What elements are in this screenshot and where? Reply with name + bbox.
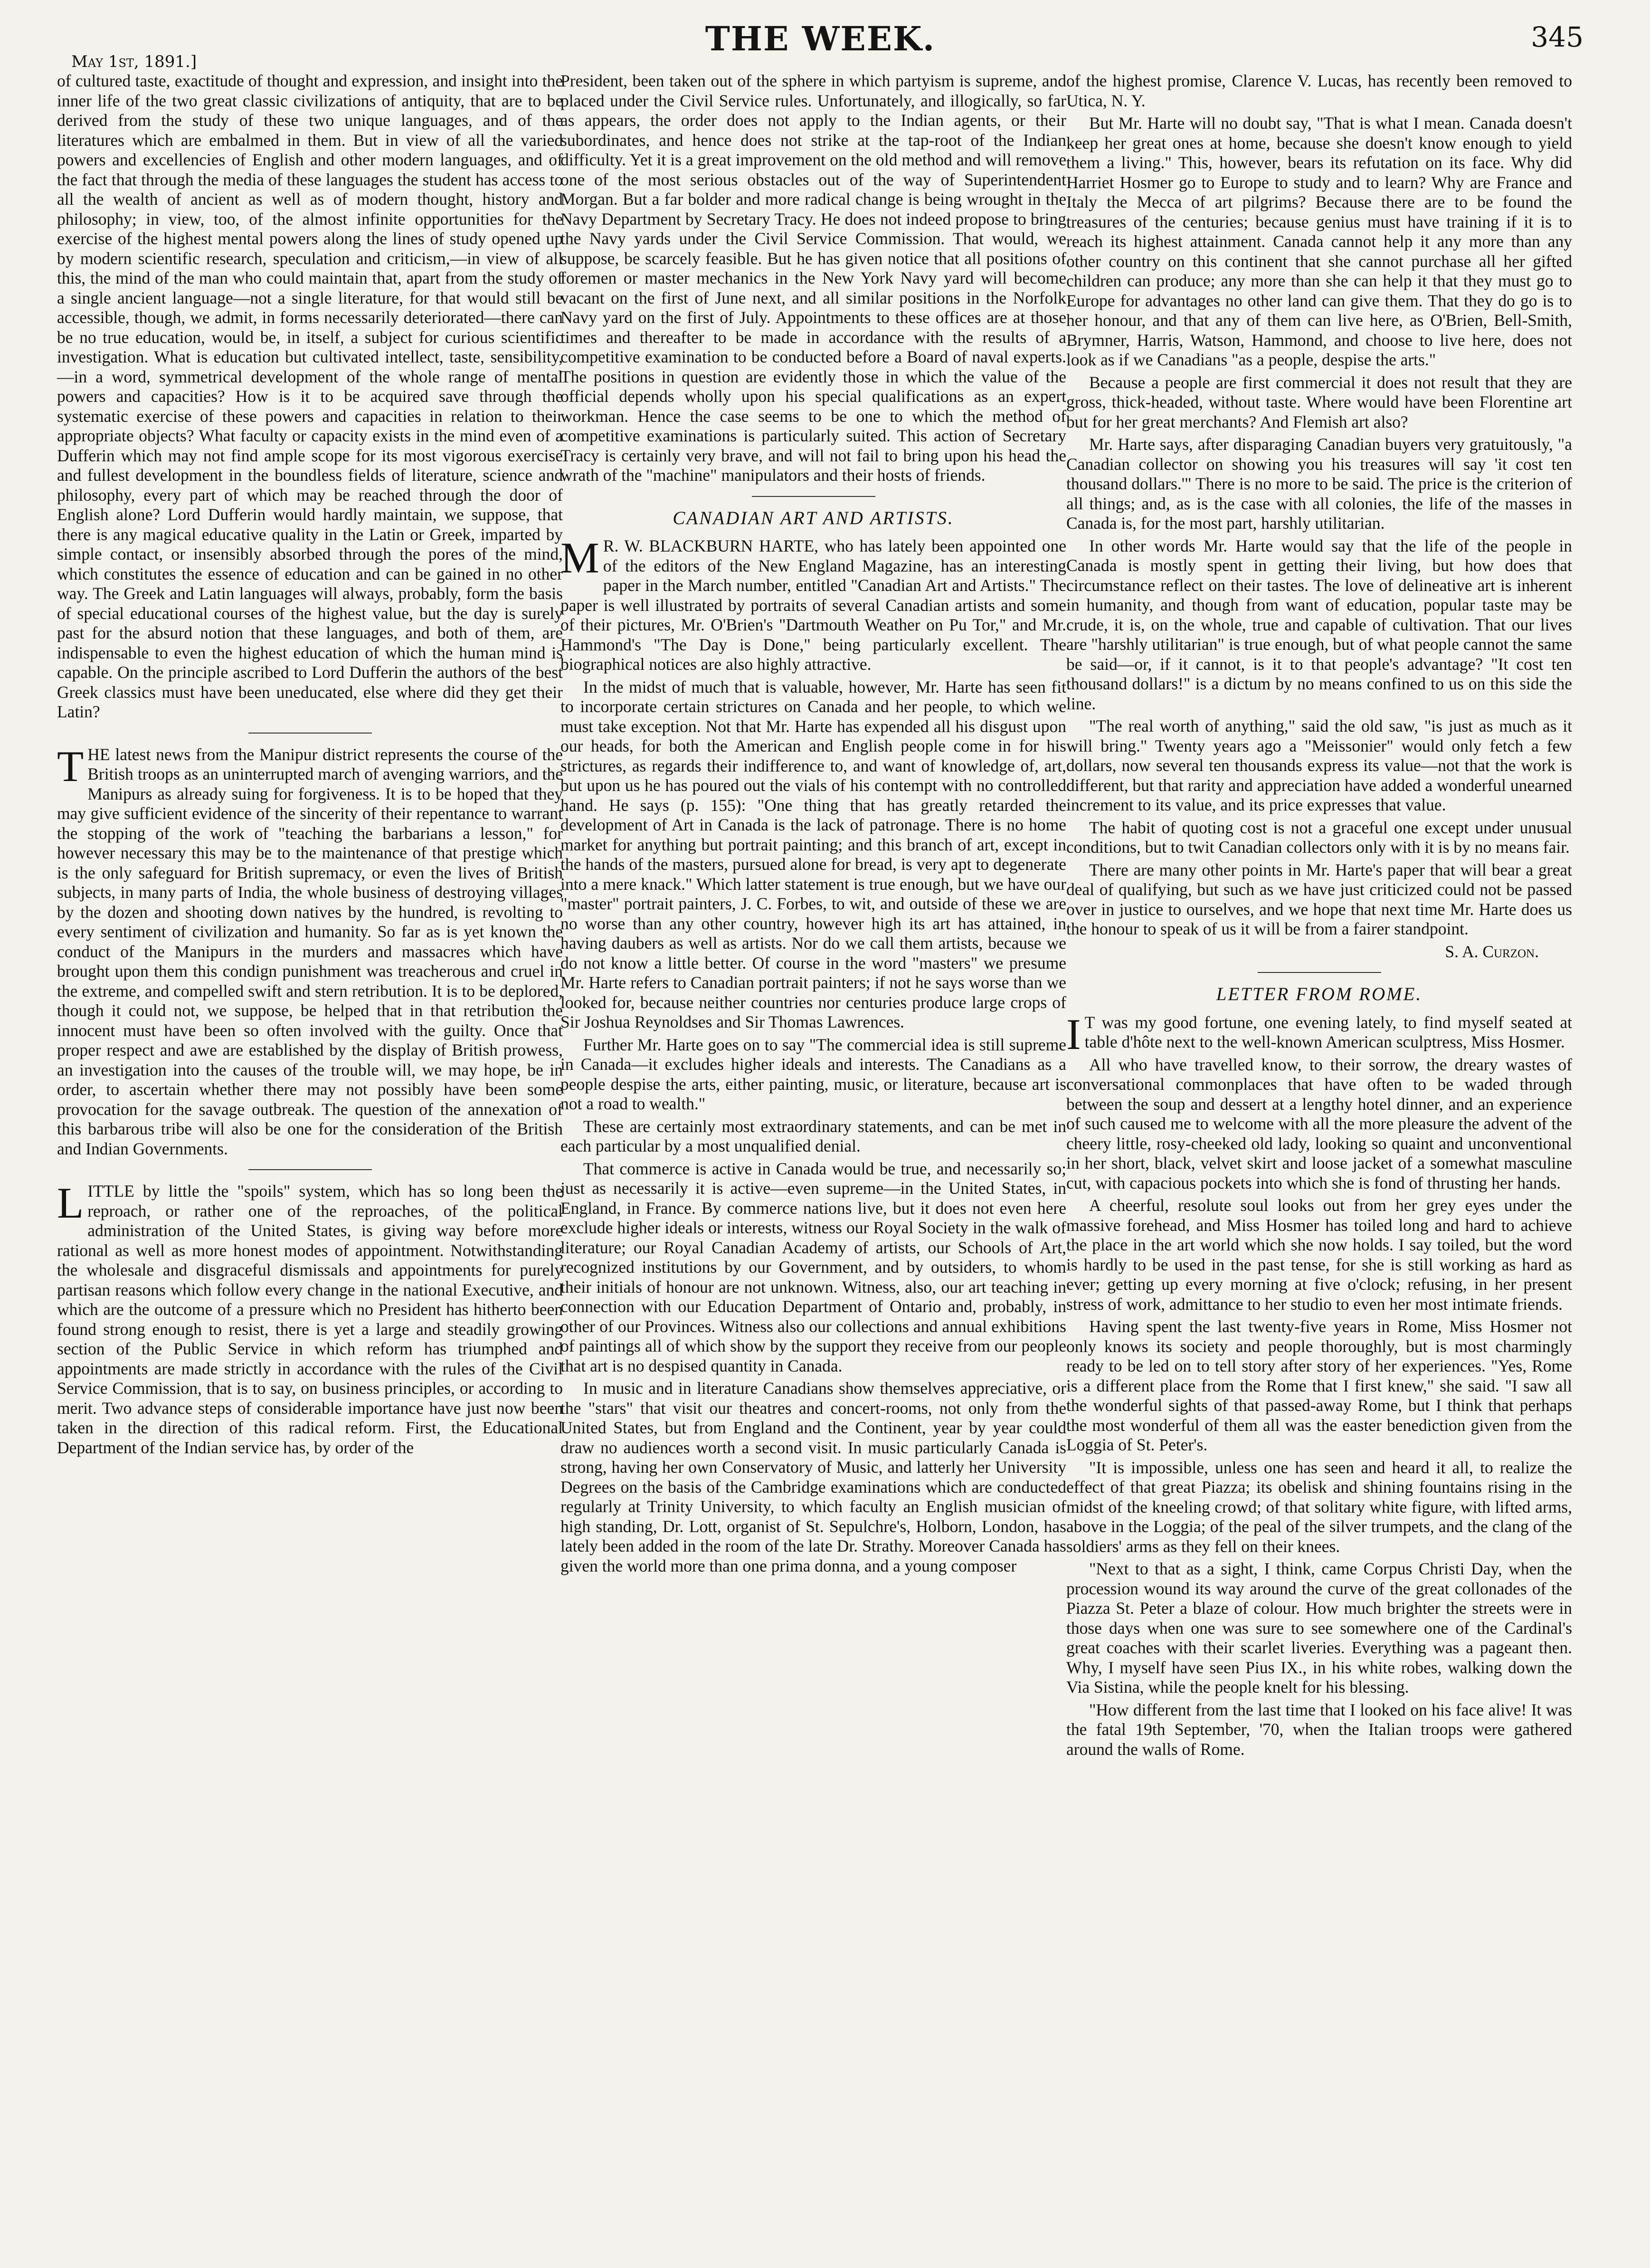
article-paragraph: "How different from the last time that I looked on his face alive! It was the fatal 19th September, '70, when the Italian troops were gathered around the walls of Rome. [1066, 1700, 1572, 1759]
column-middle [560, 71, 1066, 1579]
article-paragraph [1066, 1010, 1572, 1058]
article-paragraph: "The real worth of anything," said the old saw, "is just as much as it will bring." Twenty years ago a "Meissonier" would only fetch a few dollars, now several ten thousands express its value—not that the work is different, but that rarity and appreciation have added a wonderful unearned increment to its value, and its price expresses that value. [1066, 716, 1572, 814]
article-paragraph: All who have travelled know, to their sorrow, the dreary wastes of conversational commonplaces that have often to be waded through between the soup and dessert at a lengthy hotel dinner, and an experience of such caused me to welcome with all the more pleasure the advent of the cheery little, rosy-cheeked old lady, looking so quaint and unconventional in her short, black, velvet skirt and loose jacket of a somewhat masculine cut, with capacious pockets into which she is fond of thrusting her hands. [1066, 1055, 1572, 1192]
article-paragraph: of cultured taste, exactitude of thought and expression, and insight into the inner life of the two great classic civilizations of antiquity, that are to be derived from the study of these two unique languages, and of the literatures which are embalmed in them. But in view of all the varied powers and excellencies of English and other modern languages, and of the fact that through the media of these languages the student has access to all the wealth of ancient as well as of modern thought, history and philosophy; in view, too, of the almost infinite opportunities for the exercise of the highest mental powers along the lines of study opened up by modern scientific research, speculation and criticism,—in view of all this, the mind of the man who could maintain that, apart from the study of a single ancient language—not a single literature, for that would still be accessible, though, we admit, in forms necessarily deteriorated—there can be no true education, would be, in itself, a subject for curious scientific investigation. What is education but cultivated intellect, taste, sensibility,—in a word, symmetrical development of the whole range of mental powers and capacities? How is it to be acquired save through the systematic exercise of these powers and capacities in relation to their appropriate objects? What faculty or capacity exists in the mind even of a Dufferin which may not find ample scope for its most vigorous exercise and fullest development in the boundless fields of literature, science and philosophy, every part of which may be reached through the door of English alone? Lord Dufferin would hardly maintain, we suppose, that there is any magical educative quality in the Latin or Greek, imparted by simple contact, or insensibly absorbed through the pores of the mind, which constitutes the essence of education and can be gained in no other way. The Greek and Latin languages will always, probably, form the basis of special educational courses of the highest value, but the day is surely past for the absurd notion that these languages, and both of them, are indispensable to even the highest education of which the human mind is capable. On the principle ascribed to Lord Dufferin the authors of the best Greek classics must have been uneducated, else where did they get their Latin? [57, 71, 563, 721]
article-paragraph: "It is impossible, unless one has seen and heard it all, to realize the effect of that great Piazza; its obelisk and shining fountains rising in the midst of the kneeling crowd; of that solitary white figure, with lifted arms, above in the Loggia; of the peal of the silver trumpets, and the clang of the soldiers' arms as they fell on their knees. [1066, 1458, 1572, 1556]
article-paragraph: President, been taken out of the sphere in which partyism is supreme, and placed under the Civil Service rules. Unfortunately, and illogically, so far as appears, the order does not apply to the Indian agents, or their subordinates, and hence does not strike at the tap-root of the Indian difficulty. Yet it is a great improvement on the old method and will remove one of the most serious obstacles out of the way of Superintendent Morgan. But a far bolder and more radical change is being wrought in the Navy Department by Secretary Tracy. He does not indeed propose to bring the Navy yards under the Civil Service Commission. That would, we suppose, be scarcely feasible. But he has given notice that all positions of foremen or master mechanics in the New York Navy yard will become vacant on the first of June next, and all similar positions in the Norfolk Navy yard on the first of July. Appointments to these offices are at those times and thereafter to be made in accordance with the results of a competitive examination to be conducted before a Board of naval experts. The positions in question are evidently those in which the value of the official depends wholly upon his special qualifications as an expert workman. Hence the case seems to be one to which the method of competitive examinations is particularly suited. This action of Secretary Tracy is certainly very brave, and will not fail to bring upon his head the wrath of the "machine" manipulators and their hosts of friends. [560, 71, 1066, 485]
article-paragraph: That commerce is active in Canada would be true, and necessarily so; just as necessarily it is active—even supreme—in the United States, in England, in France. By commerce nations live, but it does not even here exclude higher ideals or interests, witness our Royal Society in the walk of literature; our Royal Canadian Academy of artists, our Schools of Art, recognized institutions by our Government, and by outsiders, to whom their initials of honour are not unknown. Witness, also, our art teaching in connection with our Education Department of Ontario and, probably, in other of our Provinces. Witness also our collections and annual exhibitions of paintings all of which show by the support they receive from our people that art is no despised quantity in Canada. [560, 1159, 1066, 1375]
section-divider [752, 496, 875, 497]
drop-cap: T [57, 742, 84, 791]
article-paragraph: These are certainly most extraordinary statements, and can be met in each particular by a most unqualified denial. [560, 1116, 1066, 1155]
section-divider [248, 733, 372, 734]
paragraph-text: T was my good fortune, one evening lately, to find myself seated at table d'hôte next to the well-known American sculptress, Miss Hosmer. [1084, 1012, 1572, 1051]
article-paragraph: Because a people are first commercial it does not result that they are gross, thick-headed, without taste. Where would have been Florentine art but for her great merchants? And Flemish art also? [1066, 372, 1572, 431]
article-paragraph: But Mr. Harte will no doubt say, "That is what I mean. Canada doesn't keep her great ones at home, because she doesn't know enough to yield them a living." This, however, bears its refutation on its face. Why did Harriet Hosmer go to Europe to study and to learn? Why are France and Italy the Mecca of art pilgrims? Because there are to be found the treasures of the centuries; because genius must have training if it is to reach its highest attainment. Canada cannot help it any more than any other country on this continent that she cannot purchase all her gifted children can produce; any more than she can help it that they must go to Europe for advantages no other land can give them. That they do go is to her honour, and that any of them can live here, as O'Brien, Bell-Smith, Brymner, Harris, Watson, Hammond, and choose to live here, does not look as if we Canadians "as a people, despise the arts." [1066, 114, 1572, 369]
article-paragraph: In music and in literature Canadians show themselves appreciative, or the "stars" that visit our theatres and concert-rooms, not only from the United States, but from England and the Continent, year by year could draw no audiences worth a second visit. In music particularly Canada is strong, having her own Conservatory of Music, and latterly her University Degrees on the basis of the Cambridge examinations which are conducted regularly at Trinity University, to which faculty an English musician of high standing, Dr. Lott, organist of St. Sepulchre's, Holborn, London, has lately been added in the room of the late Dr. Strathy. Moreover Canada has given the world more than one prima donna, and a young composer [560, 1379, 1066, 1575]
article-paragraph: The habit of quoting cost is not a graceful one except under unusual conditions, but to twit Canadian collectors only with it is by no means fair. [1066, 818, 1572, 857]
article-paragraph: of the highest promise, Clarence V. Lucas, has recently been removed to Utica, N. Y. [1066, 71, 1572, 110]
section-title: LETTER FROM ROME. [1216, 984, 1422, 1004]
section-divider [1258, 972, 1381, 973]
drop-cap: I [1066, 1010, 1081, 1058]
page-header [57, 14, 1584, 71]
paragraph-text: HE latest news from the Manipur district represents the course of the British troops as an uninterrupted march of avenging warriors, and the Manipurs as already suing for forgiveness. It is to be hoped that they may give sufficient evidence of the sincerity of their repentance to warrant the stopping of the work of "teaching the barbarians a lesson," for however necessary this may be to the maintenance of that prestige which is the only safeguard for British supremacy, or even the lives of British subjects, in many parts of India, the whole business of destroying villages by the dozen and shooting down natives by the hundred, is revolting to every sentiment of civilization and humanity. So far as is yet known the conduct of the Manipurs in the murders and massacres which have brought upon them this condign punishment was treacherous and cruel in the extreme, and compelled swift and stern retribution. It is to be deplored, though it could not, we suppose, be helped that in that retribution the innocent must have been so often involved with the guilty. Once that proper respect and awe are established by the display of British prowess, an investigation into the causes of the trouble will, we may hope, be in order, to ascertain whether there may not possibly have been some provocation for the savage outbreak. The question of the annexation of this barbarous tribe will also be one for the consideration of the British and Indian Governments. [57, 744, 563, 1158]
article-paragraph: Further Mr. Harte goes on to say "The commercial idea is still supreme in Canada—it excludes higher ideals and interests. The Canadians as a people despise the arts, either painting, music, or literature, because art is not a road to wealth." [560, 1035, 1066, 1113]
article-paragraph: In other words Mr. Harte would say that the life of the people in Canada is mostly spent in getting their living, but how does that circumstance reflect on their tastes. The love of delineative art is inherent in humanity, and though from want of education, popular taste may be crude, it is, on the whole, true and capable of cultivation. That our lives are "harshly utilitarian" is true enough, but of what people cannot the same be said—or, if it cannot, is it to that people's advantage? "It cost ten thousand dollars!" is a dictum by no means confined to us on this side the line. [1066, 536, 1572, 713]
article-paragraph [57, 742, 563, 1159]
column-right [1066, 71, 1572, 1762]
article-paragraph: Mr. Harte says, after disparaging Canadian buyers very gratuitously, "a Canadian collector on showing you his treasures will say 'it cost ten thousand dollars.'" There is no more to be said. The price is the criterion of all things; and, as is the case with all colonies, the life of the masses in Canada is, for the most part, harshly utilitarian. [1066, 435, 1572, 533]
article-paragraph: A cheerful, resolute soul looks out from her grey eyes under the massive forehead, and Miss Hosmer has toiled long and hard to achieve the place in the art world which she now holds. I say toiled, but the word is hardly to be used in the past tense, for she is still working as hard as ever; getting up every morning at five o'clock; refusing, in her present stress of work, admittance to her studio to even her most intimate friends. [1066, 1196, 1572, 1314]
article-paragraph [57, 1179, 563, 1458]
issue-date: May 1st, 1891.] [71, 52, 197, 71]
article-paragraph: In the midst of much that is valuable, however, Mr. Harte has seen fit to incorporate certain strictures on Canada and her people, to which we must take exception. Not that Mr. Harte has expended all his disgust upon our heads, for both the American and English people come in for his strictures, as regards their indifference to, and want of knowledge of, art, but upon us he has poured out the vials of his contempt with no controlled hand. He says (p. 155): "One thing that has greatly retarded the development of Art in Canada is the lack of patronage. There is no home market for anything but portrait painting; and this branch of art, except in the hands of the masters, pursued alone for bread, is very apt to degenerate into a mere knack." Which latter statement is true enough, but we have our "master" portrait painters, J. C. Forbes, to wit, and outside of these we are no worse than any other country, however high its art has attained, in having daubers as well as artists. Nor do we call them artists, because we do not know a little better. Of course in the word "masters" we presume Mr. Harte refers to Canadian portrait painters; if not he says worse than we looked for, because neither countries nor centuries produce large crops of Sir Joshua Reynoldses and Sir Thomas Lawrences. [560, 677, 1066, 1031]
paragraph-text: R. W. BLACKBURN HARTE, who has lately been appointed one of the editors of the New England Magazine, has an interesting paper in the March number, entitled "Canadian Art and Artists." The paper is well illustrated by portraits of several Canadian artists and some of their pictures, Mr. O'Brien's "Dartmouth Weather on Pu Tor," and Mr. Hammond's "The Day is Done," being particularly excellent. The biographical notices are also highly attractive. [560, 536, 1066, 674]
section-divider [248, 1169, 372, 1170]
column-left [57, 71, 563, 1460]
drop-cap: M [560, 534, 599, 582]
section-title: CANADIAN ART AND ARTISTS. [673, 507, 954, 528]
page-number: 345 [1531, 21, 1584, 53]
article-paragraph: There are many other points in Mr. Harte's paper that will bear a great deal of qualifying, but such as we have just criticized could not be passed over in justice to ourselves, and we hope that next time Mr. Harte does us the honour to speak of us it will be from a fairer standpoint. [1066, 860, 1572, 938]
article-paragraph: Having spent the last twenty-five years in Rome, Miss Hosmer not only knows its society and people thoroughly, but is most charmingly ready to be led on to tell story after story of her experiences. "Yes, Rome is a different place from the Rome that I first knew," she said. "I saw all the wonderful sights of that passed-away Rome, but I think that perhaps the most wonderful of them all was the easter benediction given from the Loggia of St. Peter's. [1066, 1317, 1572, 1454]
masthead-title: THE WEEK. [705, 19, 936, 58]
article-paragraph: "Next to that as a sight, I think, came Corpus Christi Day, when the procession wound its way around the curve of the great collonades of the Piazza St. Peter a blaze of colour. How much brighter the streets were in those days when one was sure to see somewhere one of the Cardinal's great coaches with their scarlet liveries. Everything was a pageant then. Why, I myself have seen Pius IX., in his white robes, walking down the Via Sistina, while the people knelt for his blessing. [1066, 1559, 1572, 1696]
author-signature: S. A. Curzon. [1445, 942, 1539, 961]
drop-cap: L [57, 1179, 84, 1227]
paragraph-text: ITTLE by little the "spoils" system, which has so long been the reproach, or rather one of the reproaches, of the political administration of the United States, is giving way before more rational as well as more honest modes of appointment. Notwithstanding the wholesale and disgraceful dismissals and appointments for purely partisan reasons which follow every change in the national Executive, and which are the outcome of a pressure which no President has hitherto been found strong enough to resist, there is yet a large and steadily growing section of the Public Service in which reform has triumphed and appointments are made strictly in accordance with the rules of the Civil Service Commission, that is to say, on business principles, or according to merit. Two advance steps of considerable importance have just now been taken in the direction of this radical reform. First, the Educational Department of the Indian service has, by order of the [57, 1182, 563, 1457]
article-paragraph [560, 536, 1066, 675]
